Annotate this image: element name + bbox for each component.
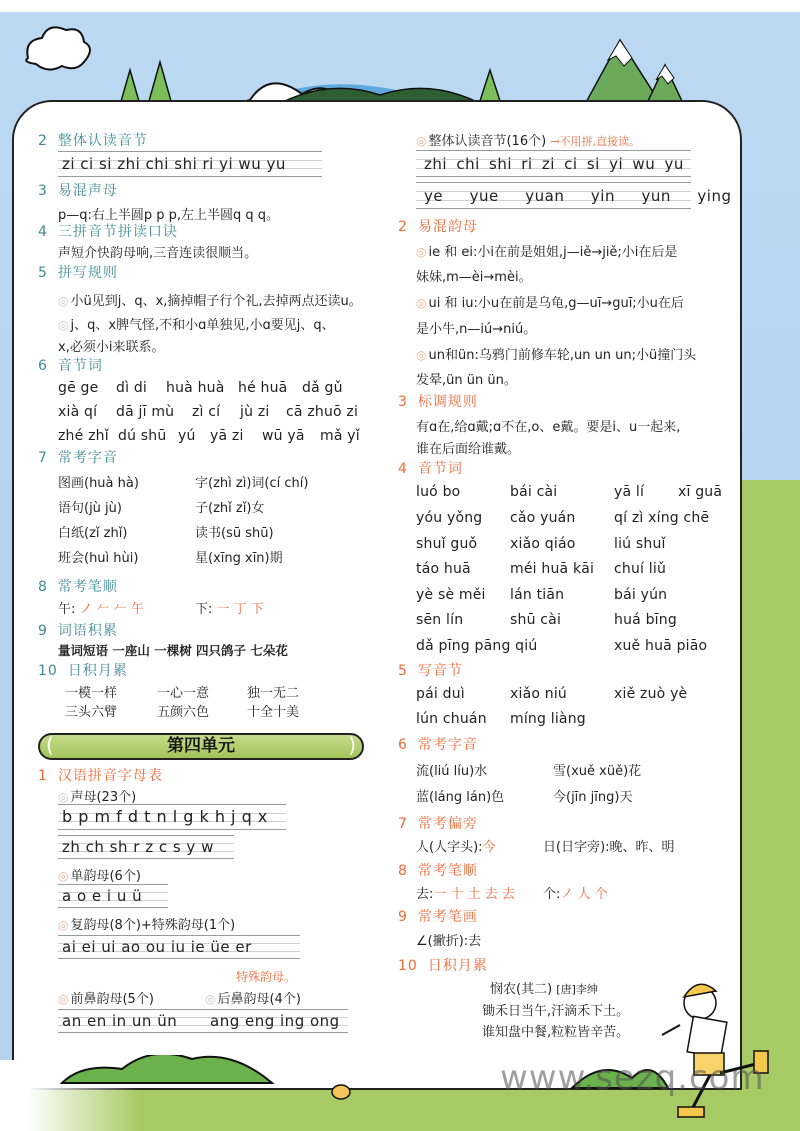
section-heading: 5 写音节: [398, 663, 463, 679]
vocab-text: 量词短语 一座山 一棵树 四只鸽子 七朵花: [58, 643, 288, 658]
section-heading: 8 常考笔顺: [398, 863, 478, 879]
bullet-circle-icon: ◎: [58, 294, 69, 308]
section-heading: 2 易混韵母: [398, 219, 478, 235]
idiom-row: 三头六臂 五颜六色 十全十美: [65, 705, 300, 720]
letter-group-label: ◎ 前鼻韵母(5个): [58, 992, 154, 1007]
rule-line: ◎ ui 和 iu:小u在前是乌龟,g—uī→guī;小u在后: [416, 296, 684, 311]
stroke-order: 个:ノ 人 个: [543, 887, 608, 902]
word-row: zhé zhǐ dú shū yú yā zi wū yā mǎ yǐ: [58, 428, 360, 444]
section-heading: 10 日积月累: [398, 958, 488, 974]
pinyin-line: a o e i u ü: [58, 884, 168, 908]
section-heading: 7 常考字音: [38, 450, 118, 466]
pronunciation-item: 语句(jù jù): [58, 501, 122, 516]
poem-line: 谁知盘中餐,粒粒皆辛苦。: [482, 1025, 630, 1040]
bullet-circle-icon: ◎: [205, 992, 216, 1006]
section-heading: 3 标调规则: [398, 394, 478, 410]
stroke-order: 去:一 十 土 去 去: [416, 887, 515, 902]
section-heading: 9 常考笔画: [398, 909, 478, 925]
word-row: lún chuán míng liàng: [416, 711, 586, 727]
bullet-circle-icon: ◎: [416, 134, 427, 148]
bullet-circle-icon: ◎: [58, 992, 69, 1006]
stroke-item: ∠(撇折):去: [416, 934, 482, 949]
word-row: yóu yǒng cǎo yuán qí zì xíng chē: [416, 510, 710, 526]
right-bracket-icon: ): [348, 733, 356, 757]
word-row: sēn lín shū cài huá bīng: [416, 612, 677, 628]
stroke-order: 午: ノ 𠂉 𠂉 午: [58, 602, 144, 617]
pronunciation-item: 子(zhǐ zǐ)女: [195, 501, 265, 516]
letter-group-label: ◎ 后鼻韵母(4个): [205, 992, 301, 1007]
special-final-note: 特殊韵母。: [236, 970, 297, 984]
pinyin-line: zi ci si zhi chi shi ri yi wu yu: [58, 151, 322, 177]
bullet-circle-icon: ◎: [416, 296, 427, 310]
section-heading: 8 常考笔顺: [38, 579, 118, 595]
poem-line: 锄禾日当午,汗滴禾下土。: [482, 1004, 630, 1019]
section-heading: 6 常考字音: [398, 737, 478, 753]
pronunciation-item: 今(jīn jīng)天: [553, 790, 633, 805]
pinyin-line: an en in un ün ang eng ing ong: [58, 1009, 348, 1033]
rule-text: p—q:右上半圆p p p,左上半圆q q q。: [58, 208, 280, 223]
pronunciation-item: 蓝(láng lán)色: [416, 790, 505, 805]
rule-item-cont: x,必须小i来联系。: [58, 340, 165, 355]
pinyin-line: ye yue yuan yin yun ying: [416, 182, 691, 209]
section-heading: 4 音节词: [398, 461, 463, 477]
word-row: gē ge dì di huà huà hé huā dǎ gǔ: [58, 380, 343, 396]
rule-item: ◎ 小ü见到j、q、x,摘掉帽子行个礼,去掉两点还读u。: [58, 294, 362, 309]
section-heading: 1 汉语拼音字母表: [38, 768, 163, 784]
rule-line: 妹妹,m—èi→mèi。: [416, 270, 532, 285]
pronunciation-item: 白纸(zǐ zhǐ): [58, 526, 128, 541]
pronunciation-item: 图画(huà hà): [58, 476, 139, 491]
section-heading: 4 三拼音节拼读口诀: [38, 224, 178, 240]
pronunciation-item: 星(xīng xīn)期: [195, 551, 283, 566]
pronunciation-item: 读书(sū shū): [195, 526, 274, 541]
poem-title: 悯农(其二) [唐]李绅: [490, 982, 598, 997]
stroke-order: 下: 一 丁 下: [195, 602, 264, 617]
letter-group-label: ◎ 单韵母(6个): [58, 869, 141, 884]
pinyin-line: ai ei ui ao ou iu ie üe er: [58, 935, 300, 959]
section-heading: 2 整体认读音节: [38, 133, 148, 149]
section-heading: 5 拼写规则: [38, 265, 118, 281]
rhyme-text: 声短介快韵母响,三音连读很顺当。: [58, 246, 258, 261]
letter-group-label: ◎ 复韵母(8个)+特殊韵母(1个): [58, 918, 236, 933]
rule-line: 有ɑ在,给ɑ戴;ɑ不在,o、e戴。要是i、u一起来,: [416, 420, 681, 435]
pronunciation-item: 字(zhì zì)词(cí chí): [195, 476, 309, 491]
pronunciation-item: 流(liú líu)水: [416, 764, 488, 779]
bullet-circle-icon: ◎: [58, 790, 69, 804]
word-row: xià qí dā jī mù zì cí jù zi cā zhuō zi: [58, 404, 359, 420]
watermark: www.sezq.com: [500, 1058, 765, 1098]
bullet-circle-icon: ◎: [58, 318, 69, 332]
rule-line: 谁在后面给谁戴。: [416, 442, 521, 457]
section-heading: 3 易混声母: [38, 183, 118, 199]
pinyin-line: zhi chi shi ri zi ci si yi wu yu: [416, 150, 691, 177]
idiom-row: 一模一样 一心一意 独一无二: [65, 686, 300, 701]
rule-line: 是小牛,n—iú→niú。: [416, 322, 537, 337]
section-heading: 10 日积月累: [38, 663, 128, 679]
syllable-group-label: ◎ 整体认读音节(16个) →不用拼,直接读。: [416, 134, 641, 149]
word-row: pái duì xiǎo niú xiě zuò yè: [416, 686, 688, 702]
word-row: táo huā méi huā kāi chuí liǔ: [416, 561, 667, 577]
rule-line: 发晕,ün ün ün。: [416, 373, 517, 388]
word-row: yè sè měi lán tiān bái yún: [416, 587, 668, 603]
bullet-circle-icon: ◎: [416, 348, 427, 362]
section-heading: 7 常考偏旁: [398, 816, 478, 832]
pronunciation-item: 雪(xuě xüě)花: [553, 764, 642, 779]
radical-item: 日(日字旁):晚、昨、明: [543, 840, 675, 855]
radical-item: 人(人字头):今: [416, 840, 496, 855]
bullet-circle-icon: ◎: [58, 918, 69, 932]
unit-title-bar: ( 第四单元 ): [38, 733, 364, 760]
letter-group-label: ◎ 声母(23个): [58, 790, 137, 805]
word-row: dǎ pīng pāng qiú xuě huā piāo: [416, 638, 708, 654]
bullet-circle-icon: ◎: [416, 245, 427, 259]
word-row: shuǐ guǒ xiǎo qiáo liú shuǐ: [416, 536, 666, 552]
rule-line: ◎ ie 和 ei:小i在前是姐姐,j—iě→jiě;小i在后是: [416, 245, 678, 260]
section-heading: 6 音节词: [38, 358, 103, 374]
rule-line: ◎ un和ün:乌鸦门前修车轮,un un un;小ü撞门头: [416, 348, 697, 363]
word-row: luó bo bái cài yā lí xī guā: [416, 484, 723, 500]
pronunciation-item: 班会(huì hùi): [58, 551, 139, 566]
section-heading: 9 词语积累: [38, 623, 118, 639]
rule-item: ◎ j、q、x脾气怪,不和小ɑ单独见,小ɑ要见j、q、: [58, 318, 335, 333]
pinyin-line: b p m f d t n l g k h j q x: [58, 804, 286, 830]
pinyin-line: zh ch sh r z c s y w: [58, 835, 234, 859]
bullet-circle-icon: ◎: [58, 869, 69, 883]
left-bracket-icon: (: [46, 733, 54, 757]
